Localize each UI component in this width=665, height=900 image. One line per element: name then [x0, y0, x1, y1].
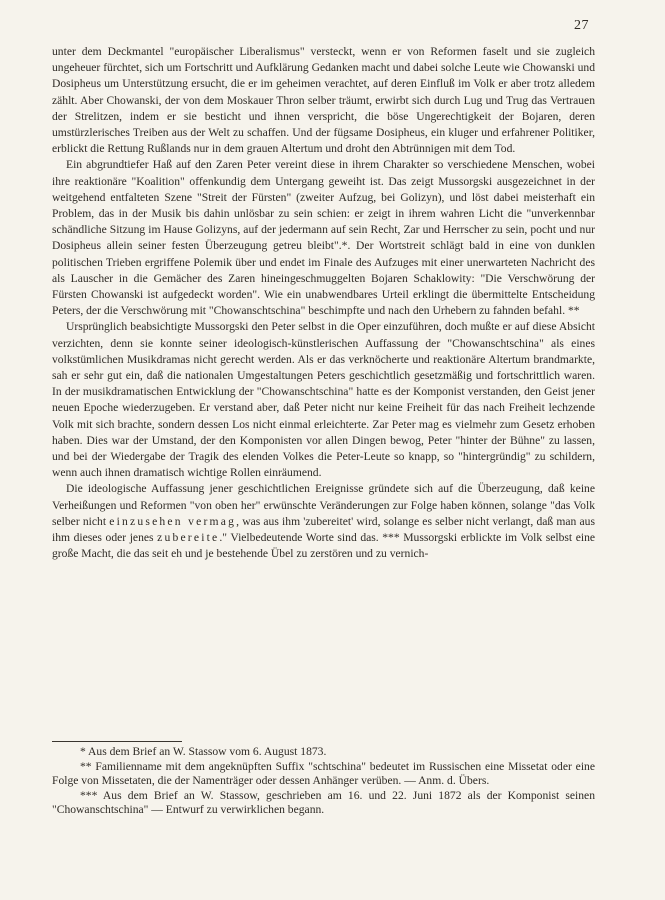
paragraph-1: unter dem Deckmantel "europäischer Liberalismus" versteckt, wenn er von Reformen faselt und sie zugleich ungeheuer fürchtet, sich um Fortschritt und Aufklärung Gedanken macht und dabei solche Leute wie Chowanski und Dosipheus um Unterstützung ersucht, die er im geheimen verachtet, auf deren Einfluß im Volk er aber trotz alledem zählt. Aber Chowanski, der von dem Moskauer Thron selber träumt, erwirbt sich durch Lug und Trug das Vertrauen der Strelitzen, indem er sie besticht und ihnen verspricht, die böse Ungerechtigkeit der Bojaren, deren umstürzlerisches Treiben aus der Welt zu schaffen. Und der fügsame Dosipheus, ein kluger und erfahrener Politiker, erblickt die Rettung Rußlands nur in dem grauen Altertum und droht den Abtrünnigen mit dem Tod.: [52, 45, 595, 156]
footnote-2: ** Familienname mit dem angeknüpften Suffix "schtschina" bedeutet im Russischen eine Missetat oder eine Folge von Missetaten, die der Namenträger oder dessen Anhänger verüben. — Anm. d. Übers.: [52, 759, 595, 788]
main-text: [52, 44, 595, 563]
paragraph-3: Ursprünglich beabsichtigte Mussorgski den Peter selbst in die Oper einzuführen, doch mußte er auf diese Absicht verzichten, denn sie konnte seiner ideologisch-künstlerischen Auffassung der "Chowanschtschina" als eines volkstümlichen Musikdramas nicht gerecht werden. Als er das verknöcherte und reaktionäre Altertum brandmarkte, sah er sehr gut ein, daß die nationalen Umgestaltungen Peters geschichtlich gesetzmäßig und fortschrittlich waren. In der musikdramatischen Entwicklung der "Chowanschtschina" hatte es der Komponist verstanden, den Geist jener neuen Epoche wiederzugeben. Er verstand aber, daß Peter nicht nur keine Freiheit für das nach Freiheit lechzende Volk mit sich brachte, sondern dessen Los nicht einmal erleichterte. Zar Peter mag es vielmehr zum Gesetz erhoben haben. Dies war der Umstand, der den Komponisten vor allen Dingen bewog, Peter "hinter der Bühne" zu lassen, und bei der Wiedergabe der Tragik des elenden Volkes die Peter-Leute so knapp, so "hintergründig" zu schildern, wenn auch ihnen dramatisch wichtige Rollen einräumend.: [52, 320, 595, 480]
footnote-3: *** Aus dem Brief an W. Stassow, geschrieben am 16. und 22. Juni 1872 als der Komponist seinen "Chowanschtschina" — Entwurf zu verwirklichen begann.: [52, 788, 595, 817]
paragraph-4-part-1: Die ideologische Auffassung jener geschichtlichen Ereignisse gründete sich auf die Überzeugung, daß keine Verheißungen und Reformen "von oben her" erwünschte Veränderungen zur Folge haben können, solange "das Volk selber nicht: [52, 482, 595, 528]
page-number: 27: [574, 18, 589, 33]
paragraph-4-part-3: ." Vielbedeutende Worte sind das. *** Mussorgski erblickte im Volk selbst eine große Macht, die das seit eh und je bestehende Übel zu zerstören und zu vernich-: [52, 531, 596, 561]
paragraph-4: [52, 481, 595, 562]
footnote-1: * Aus dem Brief an W. Stassow vom 6. August 1873.: [80, 745, 327, 758]
paragraph-2: Ein abgrundtiefer Haß auf den Zaren Peter vereint diese in ihrem Charakter so verschiedene Menschen, wobei ihre reaktionäre "Koalition" offenkundig dem Untergang geweiht ist. Das zeigt Mussorgski ausgezeichnet in der weitgehend entfalteten Szene "Streit der Fürsten" (zweiter Aufzug, bei Golizyn), und löst dabei meisterhaft ein Problem, das in der Musik bis dahin unlösbar zu sein schien: er zeigt in ihrem wahren Licht die "unverkennbar schändliche Sitzung im Hause Golizyns, auf der jedermann auf sein Recht, Zar und Herrscher zu sein, pocht und nur Dosipheus allein seiner festen Überzeugung getreu bleibt".*. Der Wortstreit schlägt bald in eine von dunklen politischen Trieben ergriffene Polemik über und endet im Finale des Aufzuges mit einer unerwarteten Nachricht des als Lauscher in die Gemächer des Zaren hineingeschmuggelten Bojaren Schaklowity: "Die Verschwörung der Fürsten Chowanski ist aufgedeckt worden". Wie ein unabwendbares Urteil erklingt die übermittelte Entscheidung Peters, der die Verschwörung mit "Chowanschtschina" beschimpfte und nach den Urhebern zu fahnden befahl. **: [52, 158, 595, 318]
emphasized-phrase-2: zubereite: [157, 531, 220, 545]
footnote-divider: [52, 741, 182, 742]
emphasized-phrase-1: einzusehen vermag: [109, 514, 237, 528]
footnotes: [52, 745, 595, 818]
paragraph-4-part-2: , was aus ihm 'zubereitet' wird, solange es selber nicht verlangt, daß man aus ihm dieses oder jenes: [52, 514, 595, 545]
